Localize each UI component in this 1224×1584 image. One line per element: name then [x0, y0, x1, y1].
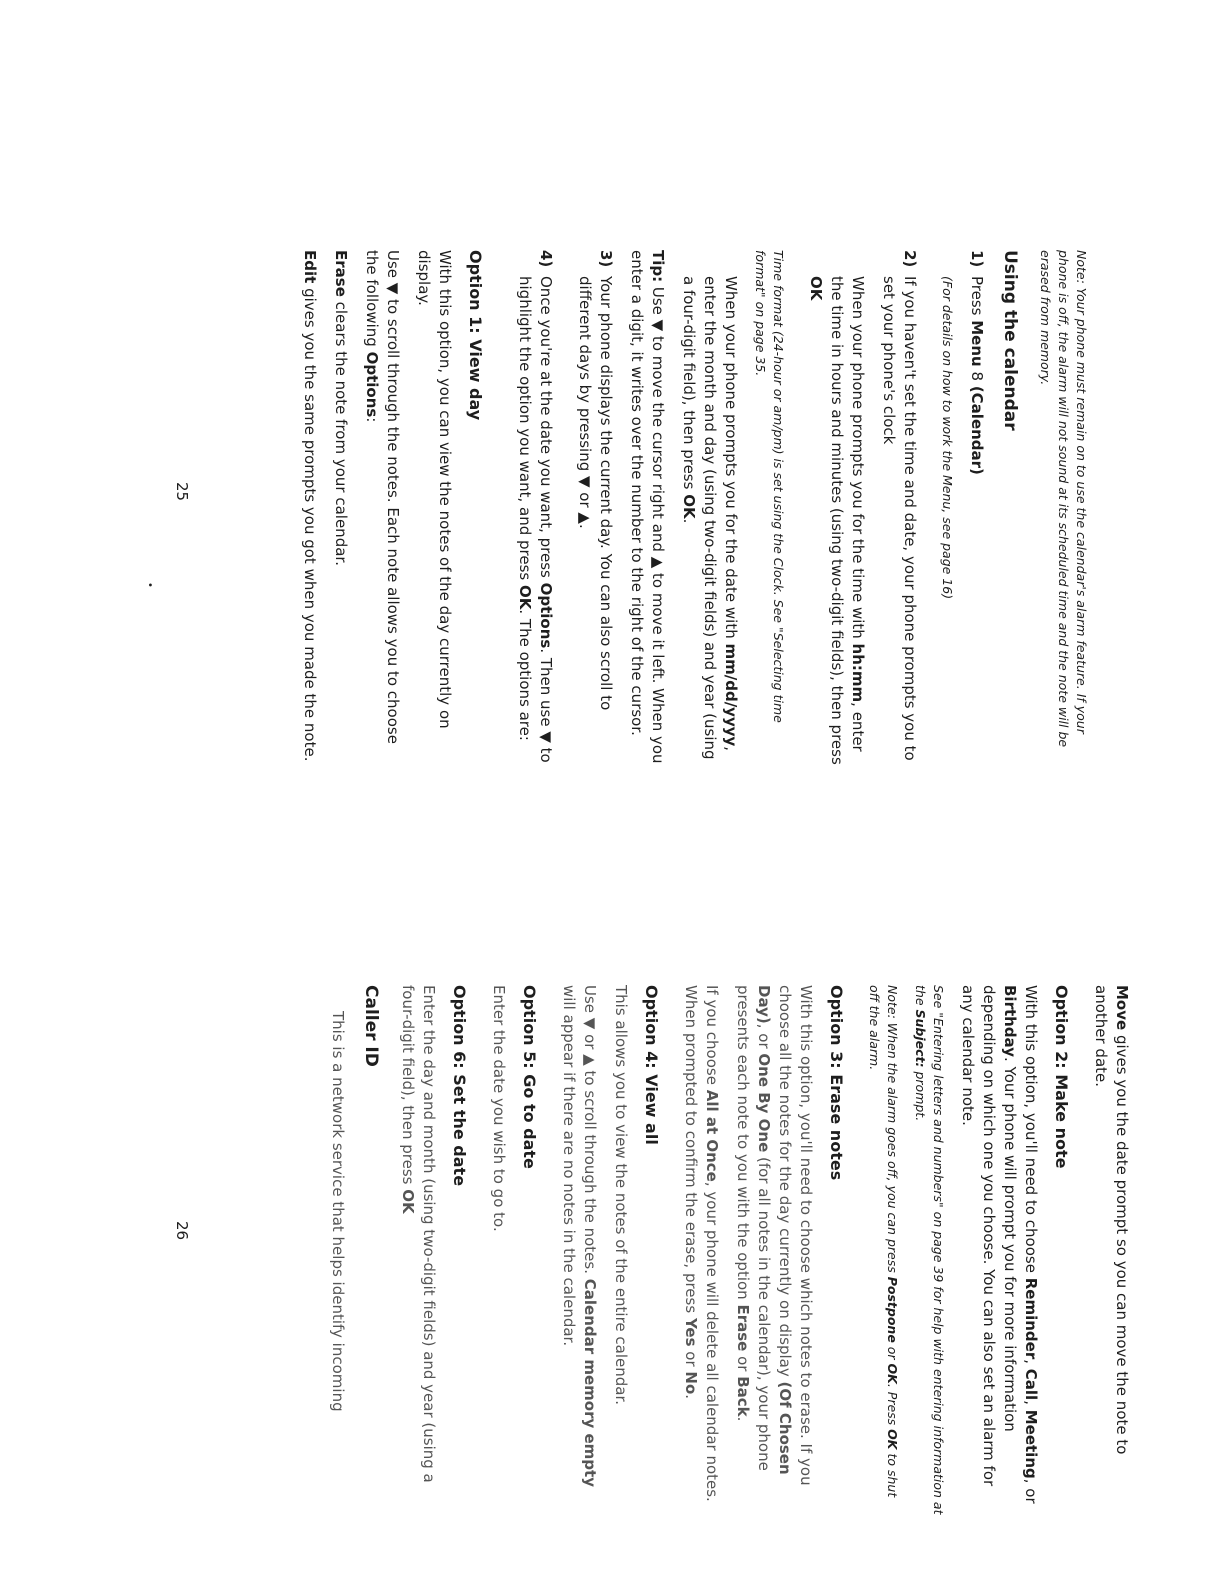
time-format: hh:mm — [849, 643, 867, 703]
page-25: Note: Your phone must remain on to use the calendar's alarm feature. If your phone is off, the alarm will not sound at its scheduled time and the note will be erased from memory. Using the calendar 1) Press Menu 8 (Calendar) (For details on how to work the Menu, see page 16) 2) If you haven't set the time and date, your phone prompts you to set your phone's clock When your phone prompts you for the time with hh:mm, enter the time in hours and minutes (using two-digit fields), then press OK Time format (24-hour or am/pm) is set using the Clock. See "Selecting time format" on page 35. When your phone prompts you for the date with mm/dd/yyyy, enter the month and day (using two-digit fields) and year (using a four-digit field), then press OK. Tip: Use ▼ to move the cursor right and ▲ to move it left. When you enter a digit, it writes over the number to the right of the cursor. 3) Your phone displays the current day. You can also scroll to different days by pressing ▼ or ▲. 4) Once you're at the date you want, press Options. Then use ▼ to highlight the option you want, and press OK. The options are: Option 1: View day With this option, you can view the notes of the day currently on display. Use ▼ to scroll through the notes. Each note allows you to choose the following Options: Erase clears the note from your calendar. Edit gives you the same prompts you got when you made the note. 25 • — [130, 250, 1090, 770]
page-number: 26 — [173, 1221, 191, 1241]
menu-key: Menu — [968, 320, 986, 367]
step-1: 1) Press Menu 8 (Calendar) (For details on how to work the Menu, see page 16) — [928, 250, 987, 770]
section-heading-using-calendar: Using the calendar — [1000, 250, 1020, 431]
option-2-heading: Option 2: Make note — [1052, 985, 1071, 1169]
time-format-note: Time format (24-hour or am/pm) is set using the Clock. See "Selecting time format" on page 35. — [753, 250, 786, 723]
caller-id-text: This is a network service that helps identify incoming — [329, 1011, 347, 1412]
step-number: 4) — [537, 250, 555, 268]
step-3: 3) Your phone displays the current day. You can also scroll to different days by pressing ▼ or ▲. — [564, 250, 616, 770]
edit-description: Edit gives you the same prompts you got when you made the note. — [301, 250, 319, 762]
page-26: Move gives you the date prompt so you can move the note to another date. Option 2: Make note With this option, you'll need to choose Reminder, Call, Meeting, or Birthday. Your phone will prompt you for more information depending on which one you choose. You can also set an alarm for any calendar note. See "Entering letters and numbers" on page 39 for help with entering information at the Subject: prompt. Note: When the alarm goes off, you can press Postpone or OK. Press OK to shut off the alarm. Option 3: Erase notes With this option, you'll need to choose which notes to erase. If you choose all the notes for the day currently on display (Of Chosen Day), or One By One (for all notes in the calendar), your phone presents each note to you with the option Erase or Back. If you choose All at Once, your phone will delete all calendar notes. When prompted to confirm the erase, press Yes or No. Option 4: View all This allows you to view the notes of the entire calendar. Use ▼ or ▲ to scroll through the notes. Calendar memory empty will appear if there are no notes in the calendar. Option 5: Go to date Enter the date you wish to go to. Option 6: Set the date Enter the day and month (using two-digit fields) and year (using a four-digit field), then press OK Caller ID This is a network service that helps identify incoming 26 — [173, 985, 1131, 1515]
option-3-heading: Option 3: Erase notes — [827, 985, 846, 1181]
menu-hint: (For details on how to work the Menu, see page 16) — [940, 276, 955, 600]
step-number: 1) — [968, 250, 986, 268]
erase-description: Erase clears the note from your calendar. — [332, 250, 350, 566]
tip-label: Tip: — [649, 250, 667, 283]
option-4-heading: Option 4: View all — [642, 985, 661, 1145]
date-prompt-text: When your phone prompts you for the date with mm/dd/yyyy, enter the month and day (using two-digit fields) and year (using a four-digit field), then press OK. — [680, 276, 740, 760]
calendar-label: (Calendar) — [968, 385, 986, 475]
section-heading-caller-id: Caller ID — [361, 985, 381, 1067]
option-1-heading: Option 1: View day — [466, 250, 485, 421]
step-number: 2) — [901, 250, 919, 268]
option-5-heading: Option 5: Go to date — [520, 985, 539, 1169]
option-6-heading: Option 6: Set the date — [450, 985, 469, 1187]
step-4: 4) Once you're at the date you want, press Options. Then use ▼ to highlight the option you want, and press OK. The options are: — [504, 250, 556, 770]
step-number: 3) — [597, 250, 615, 268]
move-description: Move gives you the date prompt so you can move the note to another date. — [1092, 985, 1131, 1455]
option-1-text: With this option, you can view the notes of the day currently on display. — [415, 250, 454, 729]
tip: Tip: Use ▼ to move the cursor right and ▲ to move it left. When you enter a digit, it writes over the number to the right of the cursor. — [628, 250, 667, 764]
date-format: mm/dd/yyyy — [722, 643, 740, 747]
stray-mark: • — [144, 582, 155, 588]
alarm-note: Note: Your phone must remain on to use the calendar's alarm feature. If your phone is off, the alarm will not sound at its scheduled time and the note will be erased from memory. — [1038, 250, 1089, 748]
page-number: 25 — [173, 482, 191, 502]
step-2: 2) If you haven't set the time and date, your phone prompts you to set your phone's clock When your phone prompts you for the time with hh:mm, enter the time in hours and minutes (using two-digit fields), then press OK — [795, 250, 920, 770]
